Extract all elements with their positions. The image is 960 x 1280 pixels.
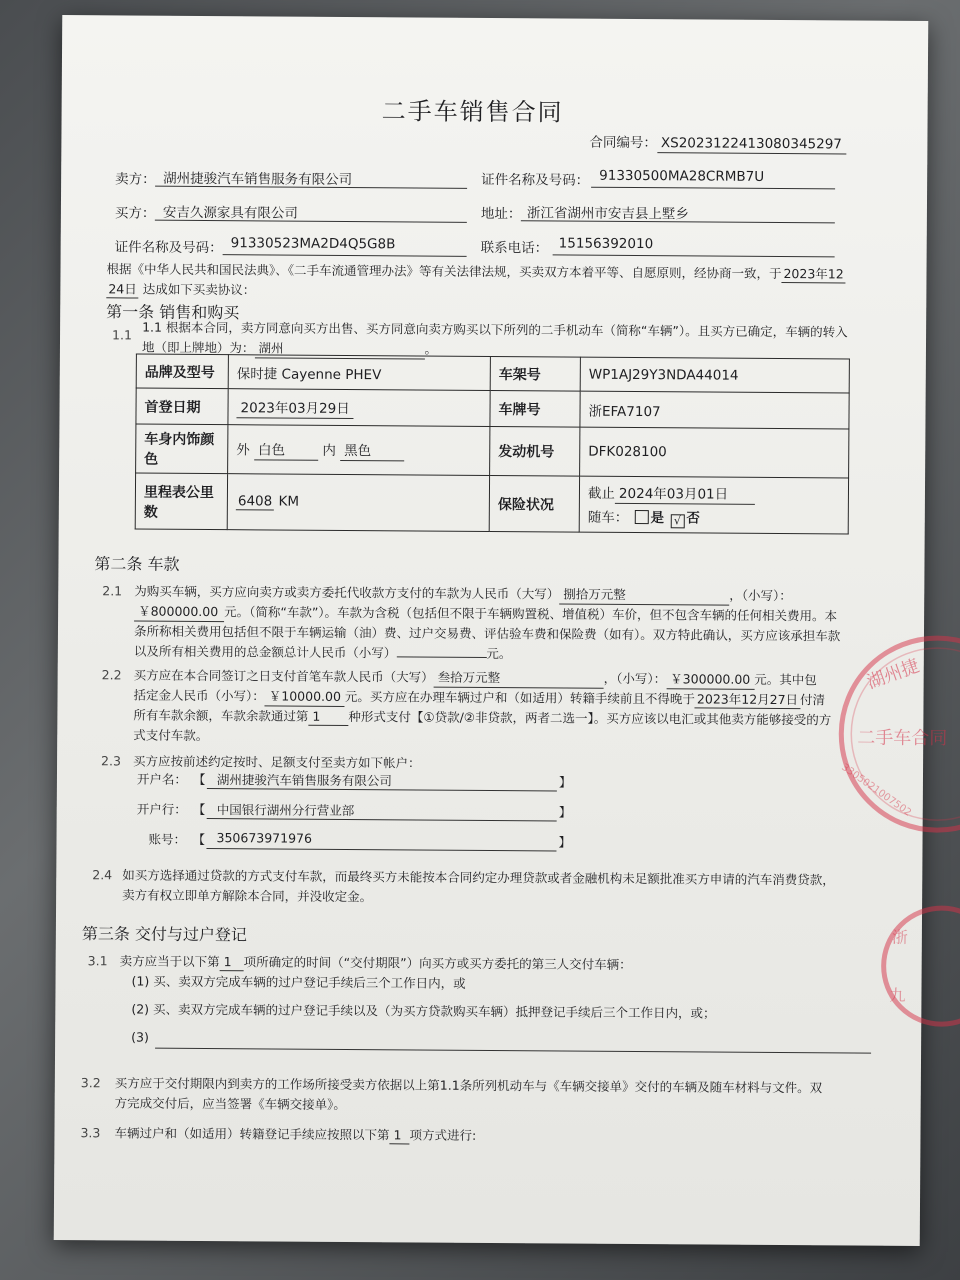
account-number-bracket-right: 】	[558, 834, 572, 850]
intro-text-end: 达成如下买卖协议：	[142, 281, 256, 298]
svg-text:浙: 浙	[891, 927, 908, 947]
document-title: 二手车销售合同	[381, 97, 564, 127]
checkbox-yes[interactable]	[635, 509, 649, 523]
intro-date-day: 24日	[106, 279, 139, 298]
section-1-1-text: 1.1 根据本合同，卖方同意向买方出售、买方同意向卖方购买以下所列的二手机动车（简称“车辆”）。且买方已确定，车辆的转入	[142, 319, 848, 340]
buyer-cert-underline	[223, 254, 467, 257]
second-seal-stamp	[871, 901, 922, 1031]
section-2-2-text: 买方应在本合同签订之日支付首笔车款人民币（大写）	[133, 667, 434, 685]
engine-label: 发动机号	[490, 426, 580, 476]
section-3-2-number: 3.2	[80, 1075, 101, 1091]
registration-place: 湖州	[254, 338, 424, 359]
seller-name: 湖州捷骏汽车销售服务有限公司	[163, 170, 353, 189]
bank-bracket-right: 】	[558, 804, 572, 820]
no-label: 否	[686, 509, 700, 526]
section-3-1-number: 3.1	[87, 953, 108, 969]
vehicle-info-table	[135, 354, 850, 535]
section-2-2-number: 2.2	[101, 667, 122, 683]
mileage-cell	[227, 474, 489, 532]
seller-cert-label: 证件名称及号码：	[481, 171, 590, 189]
payment-deadline: 2023年12月27日	[695, 689, 800, 709]
phone-underline	[553, 254, 835, 257]
with-car-label: 随车：	[587, 509, 629, 526]
payment-method-choice: 1	[308, 709, 348, 726]
first-payment-amount: ￥300000.00	[666, 669, 754, 690]
bank-label: 开户行：	[136, 801, 187, 817]
reg-date-cell	[228, 389, 490, 427]
section-2-1-line-4	[134, 642, 512, 663]
section-1-1-number: 1.1	[112, 327, 132, 343]
account-name-bracket-right: 】	[558, 774, 572, 790]
section-2-1-number: 2.1	[102, 583, 123, 599]
insurance-until-row	[588, 481, 840, 505]
seller-cert-number: 91330500MA28CRMB7U	[599, 167, 765, 185]
section-2-2-text-6: 种形式支付【①贷款/②非贷款，两者二选一】。买方应该以电汇或其他卖方能够接受的方	[348, 709, 832, 728]
bank-value: 中国银行湖州分行营业部	[216, 802, 355, 819]
article-3-title: 第三条 交付与过户登记	[81, 924, 248, 945]
outer-color-value: 白色	[254, 438, 318, 460]
section-3-2-line-1: 买方应于交付期限内到卖方的工作场所接受卖方依据以上第1.1条所列机动车与《车辆交接单》交付的车辆及随车材料与文件。双	[114, 1075, 823, 1096]
account-number-label: 账号：	[148, 831, 187, 847]
section-3-3-line-1	[114, 1123, 476, 1145]
first-payment-uppercase: 叁拾万元整	[434, 668, 604, 689]
address-value: 浙江省湖州市安吉县上墅乡	[526, 205, 689, 223]
contract-number-label: 合同编号：	[589, 134, 657, 152]
bank-bracket-left: 【	[192, 801, 206, 818]
account-number-value: 350673971976	[216, 830, 313, 846]
price-amount: ￥800000.00	[134, 602, 224, 623]
mileage-value: 6408	[236, 493, 274, 510]
inner-color-label: 内	[322, 442, 336, 459]
section-2-2-deposit-label: 括定金人民币（小写）：	[133, 687, 265, 704]
reg-date-label: 首登日期	[136, 388, 228, 425]
transfer-choice: 1	[389, 1127, 409, 1144]
inner-color-value: 黑色	[340, 439, 404, 461]
section-3-1-line-1	[120, 951, 632, 974]
phone-number: 15156392010	[558, 235, 654, 253]
account-number-underline	[206, 848, 556, 851]
section-1-1-place-label: 地（即上牌地）为：	[141, 339, 255, 356]
plate-label: 车牌号	[490, 390, 580, 427]
brand-value: 保时捷 Cayenne PHEV	[228, 355, 490, 391]
section-3-3-text-2: 项方式进行:	[409, 1127, 477, 1143]
plate-value: 浙EFA7107	[580, 391, 849, 429]
section-3-3-number: 3.3	[80, 1125, 101, 1141]
section-2-1-line-3: 条所称相关费用包括但不限于车辆运输（油）费、过户交易费、评估验车费和保险费（如有）。双方特此确认，买方应该承担车款	[133, 623, 841, 644]
mileage-unit: KM	[278, 493, 300, 510]
account-number-bracket-left: 【	[192, 831, 206, 848]
buyer-cert-number: 91330523MA2D4Q5G8B	[230, 235, 396, 253]
section-2-4-line-1: 如买方选择通过贷款的方式支付车款，而最终买方未能按本合同约定办理贷款或者金融机构未足额批准买方申请的汽车消费贷款，	[122, 867, 835, 888]
insurance-until-label: 截止	[587, 485, 616, 502]
section-3-1-text-2: 项所确定的时间（“交付期限”）向买方或买方委托的第三人交付车辆：	[243, 954, 632, 972]
delivery-choice: 1	[220, 954, 244, 971]
section-2-3-number: 2.3	[101, 753, 122, 769]
seller-label: 卖方：	[115, 171, 156, 188]
color-label: 车身内饰颜色	[136, 424, 228, 474]
section-2-1-text: 为购买车辆，买方应向卖方或卖方委托代收款方支付的车款为人民币（大写）	[134, 583, 560, 602]
color-cell	[228, 425, 490, 476]
section-2-2-lower-label: ，（小写）：	[603, 670, 667, 687]
outer-color-label: 外	[236, 442, 250, 459]
vin-value: WP1AJ29Y3NDA44014	[580, 357, 849, 393]
section-3-3-text: 车辆过户和（如适用）转籍登记手续应按照以下第	[114, 1125, 390, 1143]
table-row	[136, 354, 849, 393]
intro-date-month: 2023年12	[781, 264, 845, 283]
delivery-option-2: (2) 买、卖双方完成车辆的过户登记手续以及（为买方贷款购买车辆）抵押登记手续后三个工作日内，或；	[131, 1001, 716, 1021]
contract-page	[54, 15, 948, 1246]
buyer-name: 安吉久源家具有限公司	[162, 204, 298, 222]
brand-label: 品牌及型号	[136, 354, 228, 389]
intro-line-2	[106, 279, 255, 299]
total-amount-blank	[396, 655, 486, 658]
section-2-2-line-4: 式支付车款。	[133, 727, 209, 744]
delivery-option-1: (1) 买、卖双方完成车辆的过户登记手续后三个工作日内，或	[131, 973, 466, 991]
section-2-4-number: 2.4	[92, 867, 113, 883]
table-row	[135, 473, 848, 534]
seller-cert-underline	[591, 187, 835, 190]
section-2-1-text-2: 元。（简称“车款”）。车款为含税（包括但不限于车辆购置税、增值税）车价，但不包含车辆的任何相关费用。本	[224, 604, 838, 624]
section-2-2-line-3	[133, 706, 831, 730]
delivery-option-3-underline	[155, 1048, 871, 1054]
price-uppercase: 捌拾万元整	[559, 584, 729, 605]
section-2-1-lower-label: ，（小写）：	[729, 587, 792, 604]
svg-text:湖州捷: 湖州捷	[864, 655, 923, 694]
yes-label: 是	[650, 509, 665, 526]
section-2-1-text-4: 以及所有相关费用的总金额总计人民币（小写）	[133, 643, 397, 661]
phone-label: 联系电话：	[480, 239, 549, 257]
svg-text:九: 九	[889, 985, 906, 1005]
period: 。	[424, 341, 438, 357]
svg-text:3305021007502: 3305021007502	[839, 761, 914, 819]
article-2-title: 第二条 车款	[94, 554, 180, 574]
insurance-until-date: 2024年03月01日	[615, 481, 755, 504]
contract-number-row	[589, 131, 846, 155]
company-seal-stamp	[817, 628, 948, 839]
section-3-1-text: 卖方应当于以下第	[119, 953, 220, 970]
engine-value: DFK028100	[580, 427, 849, 478]
deposit-amount: ￥10000.00	[265, 686, 345, 707]
mileage-label: 里程表公里数	[135, 473, 227, 530]
section-2-3-text: 买方应按前述约定按时、足额支付至卖方如下帐户：	[133, 753, 421, 771]
with-car-row	[588, 505, 840, 529]
section-3-2-line-2: 方完成交付后，应当签署《车辆交接单》。	[114, 1095, 347, 1112]
account-name-label: 开户名：	[136, 771, 188, 787]
contract-number: XS2023122413080345297	[657, 135, 846, 154]
section-2-4-line-2: 卖方有权立即单方解除本合同，并没收定金。	[122, 887, 373, 905]
section-2-2-text-5: 所有车款余额，车款余款通过第	[133, 707, 309, 724]
checkbox-no[interactable]: √	[670, 514, 684, 528]
account-name-bracket-left: 【	[192, 771, 206, 788]
article-1-title: 第一条 销售和购买	[106, 302, 240, 323]
intro-text: 根据《中华人民共和国民法典》、《二手车流通管理办法》等有关法律法规，买卖双方本着平等、自愿原则，经协商一致，于	[106, 261, 782, 282]
address-label: 地址：	[480, 205, 522, 223]
section-2-2-text-2: 元。其中包	[754, 671, 817, 688]
insurance-cell	[579, 476, 848, 534]
insurance-label: 保险状况	[489, 475, 579, 532]
buyer-label: 买方：	[114, 205, 156, 222]
buyer-cert-label: 证件名称及号码：	[114, 239, 223, 257]
section-2-1-yuan: 元。	[486, 645, 512, 662]
bank-underline	[207, 818, 557, 821]
account-name-value: 湖州捷骏汽车销售服务有限公司	[216, 772, 393, 789]
vin-label: 车架号	[490, 356, 580, 391]
reg-date-value: 2023年03月29日	[236, 396, 353, 419]
section-2-2-text-3: 元。买方应在办理车辆过户和（如适用）转籍手续前且不得晚于	[344, 688, 696, 707]
table-row	[136, 424, 849, 478]
section-2-2-text-4: 付清	[800, 692, 826, 708]
svg-text:二手车合同: 二手车合同	[857, 727, 948, 750]
delivery-option-3: (3)	[131, 1029, 149, 1045]
table-row	[136, 388, 849, 429]
